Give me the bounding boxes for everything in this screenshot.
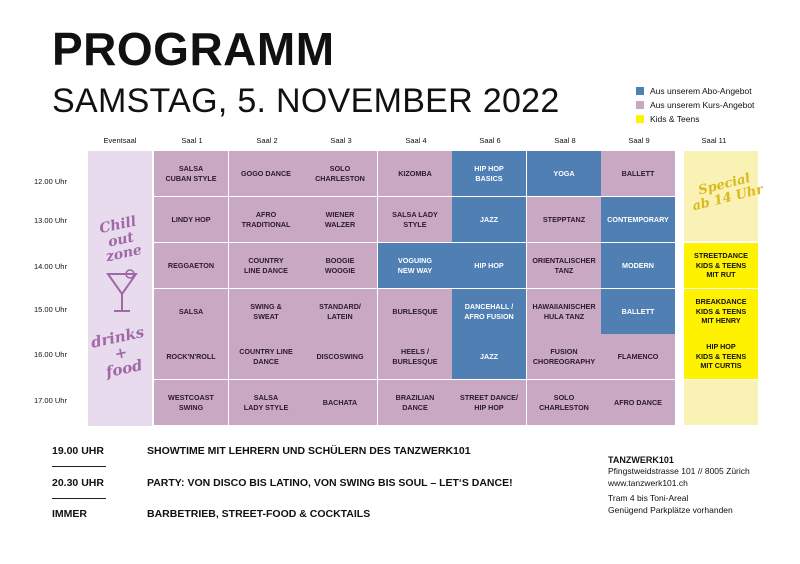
event-time: IMMER: [52, 508, 87, 520]
chill-out-zone-text: Chill out zone: [97, 213, 144, 266]
column-header-saal-8: Saal 8: [554, 136, 576, 145]
column-header-saal-2: Saal 2: [256, 136, 278, 145]
schedule-cell: SALSA LADY STYLE: [229, 380, 303, 425]
column-header-eventsaal: Eventsaal: [103, 136, 137, 145]
legend: [636, 84, 754, 126]
schedule-cell: HIP HOP BASICS: [452, 151, 526, 196]
time-label: 13.00 Uhr: [34, 216, 67, 225]
legend-swatch-blue: [636, 87, 644, 95]
kids-teens-cell: HIP HOP KIDS & TEENS MIT CURTIS: [684, 334, 758, 379]
event-time: 19.00 UHR: [52, 445, 104, 457]
schedule-cell: COUNTRY LINE DANCE: [229, 243, 303, 288]
schedule-cell: BURLESQUE: [378, 289, 452, 334]
event-time: 20.30 UHR: [52, 477, 104, 489]
schedule-cell: MODERN: [601, 243, 675, 288]
legend-swatch-yellow: [636, 115, 644, 123]
legend-item-kurs: [636, 98, 754, 112]
column-header-saal-4: Saal 4: [405, 136, 427, 145]
column-header-saal-1: Saal 1: [181, 136, 203, 145]
schedule-cell: HAWAIIANISCHER HULA TANZ: [527, 289, 601, 334]
time-label: 14.00 Uhr: [34, 262, 67, 271]
schedule-cell: YOGA: [527, 151, 601, 196]
schedule-cell: BACHATA: [303, 380, 377, 425]
event-text: BARBETRIEB, STREET-FOOD & COCKTAILS: [147, 508, 371, 520]
schedule-cell: JAZZ: [452, 197, 526, 242]
schedule-cell: SOLO CHARLESTON: [527, 380, 601, 425]
schedule-cell: BOOGIE WOOGIE: [303, 243, 377, 288]
cocktail-glass-icon: [104, 268, 140, 316]
schedule-cell: WESTCOAST SWING: [154, 380, 228, 425]
schedule-cell: BALLETT: [601, 289, 675, 334]
schedule-cell: FUSION CHOREOGRAPHY: [527, 334, 601, 379]
page-title: PROGRAMM: [52, 23, 335, 75]
kids-teens-cell: BREAKDANCE KIDS & TEENS MIT HENRY: [684, 289, 758, 334]
page-subtitle: SAMSTAG, 5. NOVEMBER 2022: [52, 82, 560, 120]
kids-teens-cell: STREETDANCE KIDS & TEENS MIT RUT: [684, 243, 758, 288]
drinks-food-text: drinks + food: [89, 322, 146, 381]
legend-label: Aus unserem Kurs-Angebot: [650, 100, 755, 110]
contact-block: [608, 454, 750, 516]
contact-transport: Tram 4 bis Toni-Areal: [608, 493, 689, 504]
schedule-cell: HEELS / BURLESQUE: [378, 334, 452, 379]
event-text: SHOWTIME MIT LEHRERN UND SCHÜLERN DES TANZWERK101: [147, 445, 471, 457]
schedule-cell: STEPPTANZ: [527, 197, 601, 242]
schedule-cell: HIP HOP: [452, 243, 526, 288]
schedule-cell: SOLO CHARLESTON: [303, 151, 377, 196]
schedule-cell: KIZOMBA: [378, 151, 452, 196]
legend-swatch-pink: [636, 101, 644, 109]
divider: [52, 466, 106, 467]
schedule-cell: SALSA LADY STYLE: [378, 197, 452, 242]
schedule-cell: AFRO TRADITIONAL: [229, 197, 303, 242]
schedule-cell: BALLETT: [601, 151, 675, 196]
event-text: PARTY: VON DISCO BIS LATINO, VON SWING BIS SOUL – LET‘S DANCE!: [147, 477, 513, 489]
schedule-cell: GOGO DANCE: [229, 151, 303, 196]
saal-11-empty-cell: [684, 380, 758, 425]
schedule-cell: STANDARD/ LATEIN: [303, 289, 377, 334]
schedule-cell: SALSA: [154, 289, 228, 334]
schedule-cell: STREET DANCE/ HIP HOP: [452, 380, 526, 425]
schedule-cell: FLAMENCO: [601, 334, 675, 379]
schedule-cell: JAZZ: [452, 334, 526, 379]
column-header-saal-6: Saal 6: [479, 136, 501, 145]
special-text: Special ab 14 Uhr: [690, 171, 765, 214]
legend-item-kids: [636, 112, 754, 126]
column-header-saal-11: Saal 11: [701, 136, 727, 145]
column-header-saal-9: Saal 9: [628, 136, 650, 145]
schedule-cell: SALSA CUBAN STYLE: [154, 151, 228, 196]
schedule-cell: AFRO DANCE: [601, 380, 675, 425]
contact-address: Pfingstweidstrasse 101 // 8005 Zürich: [608, 466, 750, 477]
time-label: 17.00 Uhr: [34, 396, 67, 405]
contact-name: TANZWERK101: [608, 455, 674, 465]
time-label: 12.00 Uhr: [34, 177, 67, 186]
legend-label: Kids & Teens: [650, 114, 700, 124]
schedule-cell: LINDY HOP: [154, 197, 228, 242]
schedule-cell: COUNTRY LINE DANCE: [229, 334, 303, 379]
schedule-cell: ORIENTALISCHER TANZ: [527, 243, 601, 288]
schedule-cell: SWING & SWEAT: [229, 289, 303, 334]
legend-label: Aus unserem Abo-Angebot: [650, 86, 752, 96]
time-label: 15.00 Uhr: [34, 305, 67, 314]
contact-web[interactable]: www.tanzwerk101.ch: [608, 477, 688, 488]
schedule-cell: REGGAETON: [154, 243, 228, 288]
schedule-cell: WIENER WALZER: [303, 197, 377, 242]
legend-item-abo: [636, 84, 754, 98]
schedule-cell: DISCOSWING: [303, 334, 377, 379]
schedule-cell: BRAZILIAN DANCE: [378, 380, 452, 425]
schedule-cell: CONTEMPORARY: [601, 197, 675, 242]
time-label: 16.00 Uhr: [34, 350, 67, 359]
schedule-cell: VOGUING NEW WAY: [378, 243, 452, 288]
schedule-cell: DANCEHALL / AFRO FUSION: [452, 289, 526, 334]
contact-parking: Genügend Parkplätze vorhanden: [608, 504, 733, 515]
schedule-cell: ROCK'N'ROLL: [154, 334, 228, 379]
divider: [52, 498, 106, 499]
column-header-saal-3: Saal 3: [330, 136, 352, 145]
